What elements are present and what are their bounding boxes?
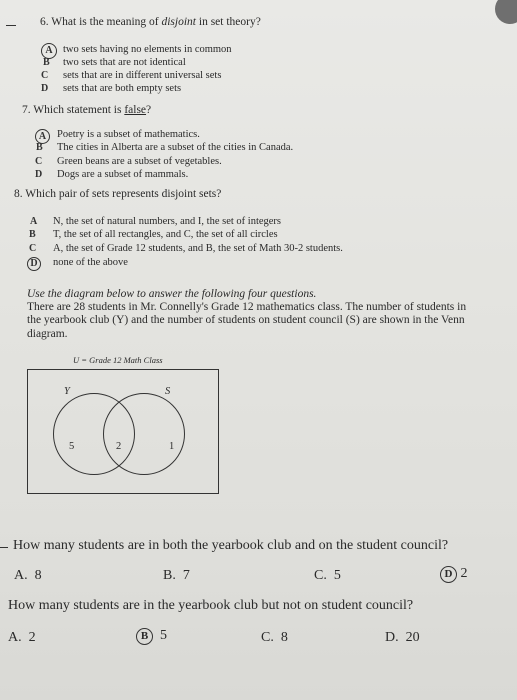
intro-line-3: diagram. (27, 328, 68, 340)
choice-9a: A. 8 (14, 568, 42, 583)
choice-10b: B 5 (136, 628, 167, 645)
set-s-label: S (165, 386, 171, 397)
set-s-circle (103, 393, 185, 475)
circled-answer-mark: A (35, 129, 50, 144)
choice-9d: D 2 (440, 566, 468, 583)
option-8d: none of the above (53, 257, 128, 268)
question-10: How many students are in the yearbook club but not on student council? (8, 598, 414, 613)
circled-answer-mark: D (27, 257, 41, 271)
only-y-count: 5 (69, 441, 75, 452)
option-7b: The cities in Alberta are a subset of the cities in Canada. (57, 142, 294, 153)
circled-answer-mark: B (136, 628, 153, 645)
option-8a: N, the set of natural numbers, and I, the set of integers (53, 216, 282, 227)
crossed-mark: C (41, 70, 49, 81)
crossed-mark: D (41, 83, 49, 94)
choice-10a: A. 2 (8, 630, 36, 645)
bullet-dash (0, 547, 8, 548)
crossed-mark: C (35, 156, 43, 167)
choice-10c: C. 8 (261, 630, 288, 645)
question-6: 6. What is the meaning of disjoint in set theory? (40, 16, 261, 28)
choice-9b: B. 7 (163, 568, 190, 583)
intro-line-2: the yearbook club (Y) and the number of students on student council (S) are shown in the Venn (27, 314, 465, 326)
choice-10d: D. 20 (385, 630, 420, 645)
only-s-count: 1 (169, 441, 175, 452)
option-7a: Poetry is a subset of mathematics. (57, 129, 200, 140)
set-y-label: Y (64, 386, 70, 397)
question-8-number: 8. (14, 188, 23, 200)
question-7: 7. Which statement is false? (22, 104, 152, 116)
option-8b: T, the set of all rectangles, and C, the set of all circles (53, 229, 278, 240)
intro-line-1: There are 28 students in Mr. Connelly's Grade 12 mathematics class. The number of students in (27, 301, 467, 313)
question-7-number: 7. (22, 104, 31, 116)
crossed-mark: D (35, 169, 43, 180)
circled-answer-mark: D (440, 566, 457, 583)
option-6c: sets that are in different universal sets (63, 70, 222, 81)
crossed-mark: B (43, 57, 50, 68)
question-6-number: 6. (40, 16, 49, 28)
venn-diagram (27, 369, 219, 494)
instruction-line: Use the diagram below to answer the following four questions. (27, 288, 317, 300)
both-count: 2 (116, 441, 122, 452)
option-6d: sets that are both empty sets (63, 83, 182, 94)
crossed-mark: A (30, 216, 38, 227)
option-7c: Green beans are a subset of vegetables. (57, 156, 222, 167)
choice-9c: C. 5 (314, 568, 341, 583)
question-8: 8. Which pair of sets represents disjoint sets? (14, 188, 222, 200)
option-6a: two sets having no elements in common (63, 44, 232, 55)
option-8c: A, the set of Grade 12 students, and B, the set of Math 30-2 students. (53, 243, 343, 254)
question-9: How many students are in both the yearbook club and on the student council? (13, 538, 449, 553)
crossed-mark: B (29, 229, 36, 240)
dash-mark (6, 25, 16, 26)
circled-answer-mark: A (41, 43, 57, 59)
photo-corner-shadow (495, 0, 517, 24)
option-6b: two sets that are not identical (63, 57, 186, 68)
crossed-mark: B (36, 142, 43, 153)
universal-set-label: U = Grade 12 Math Class (73, 355, 163, 365)
option-7d: Dogs are a subset of mammals. (57, 169, 189, 180)
crossed-mark: C (29, 243, 37, 254)
